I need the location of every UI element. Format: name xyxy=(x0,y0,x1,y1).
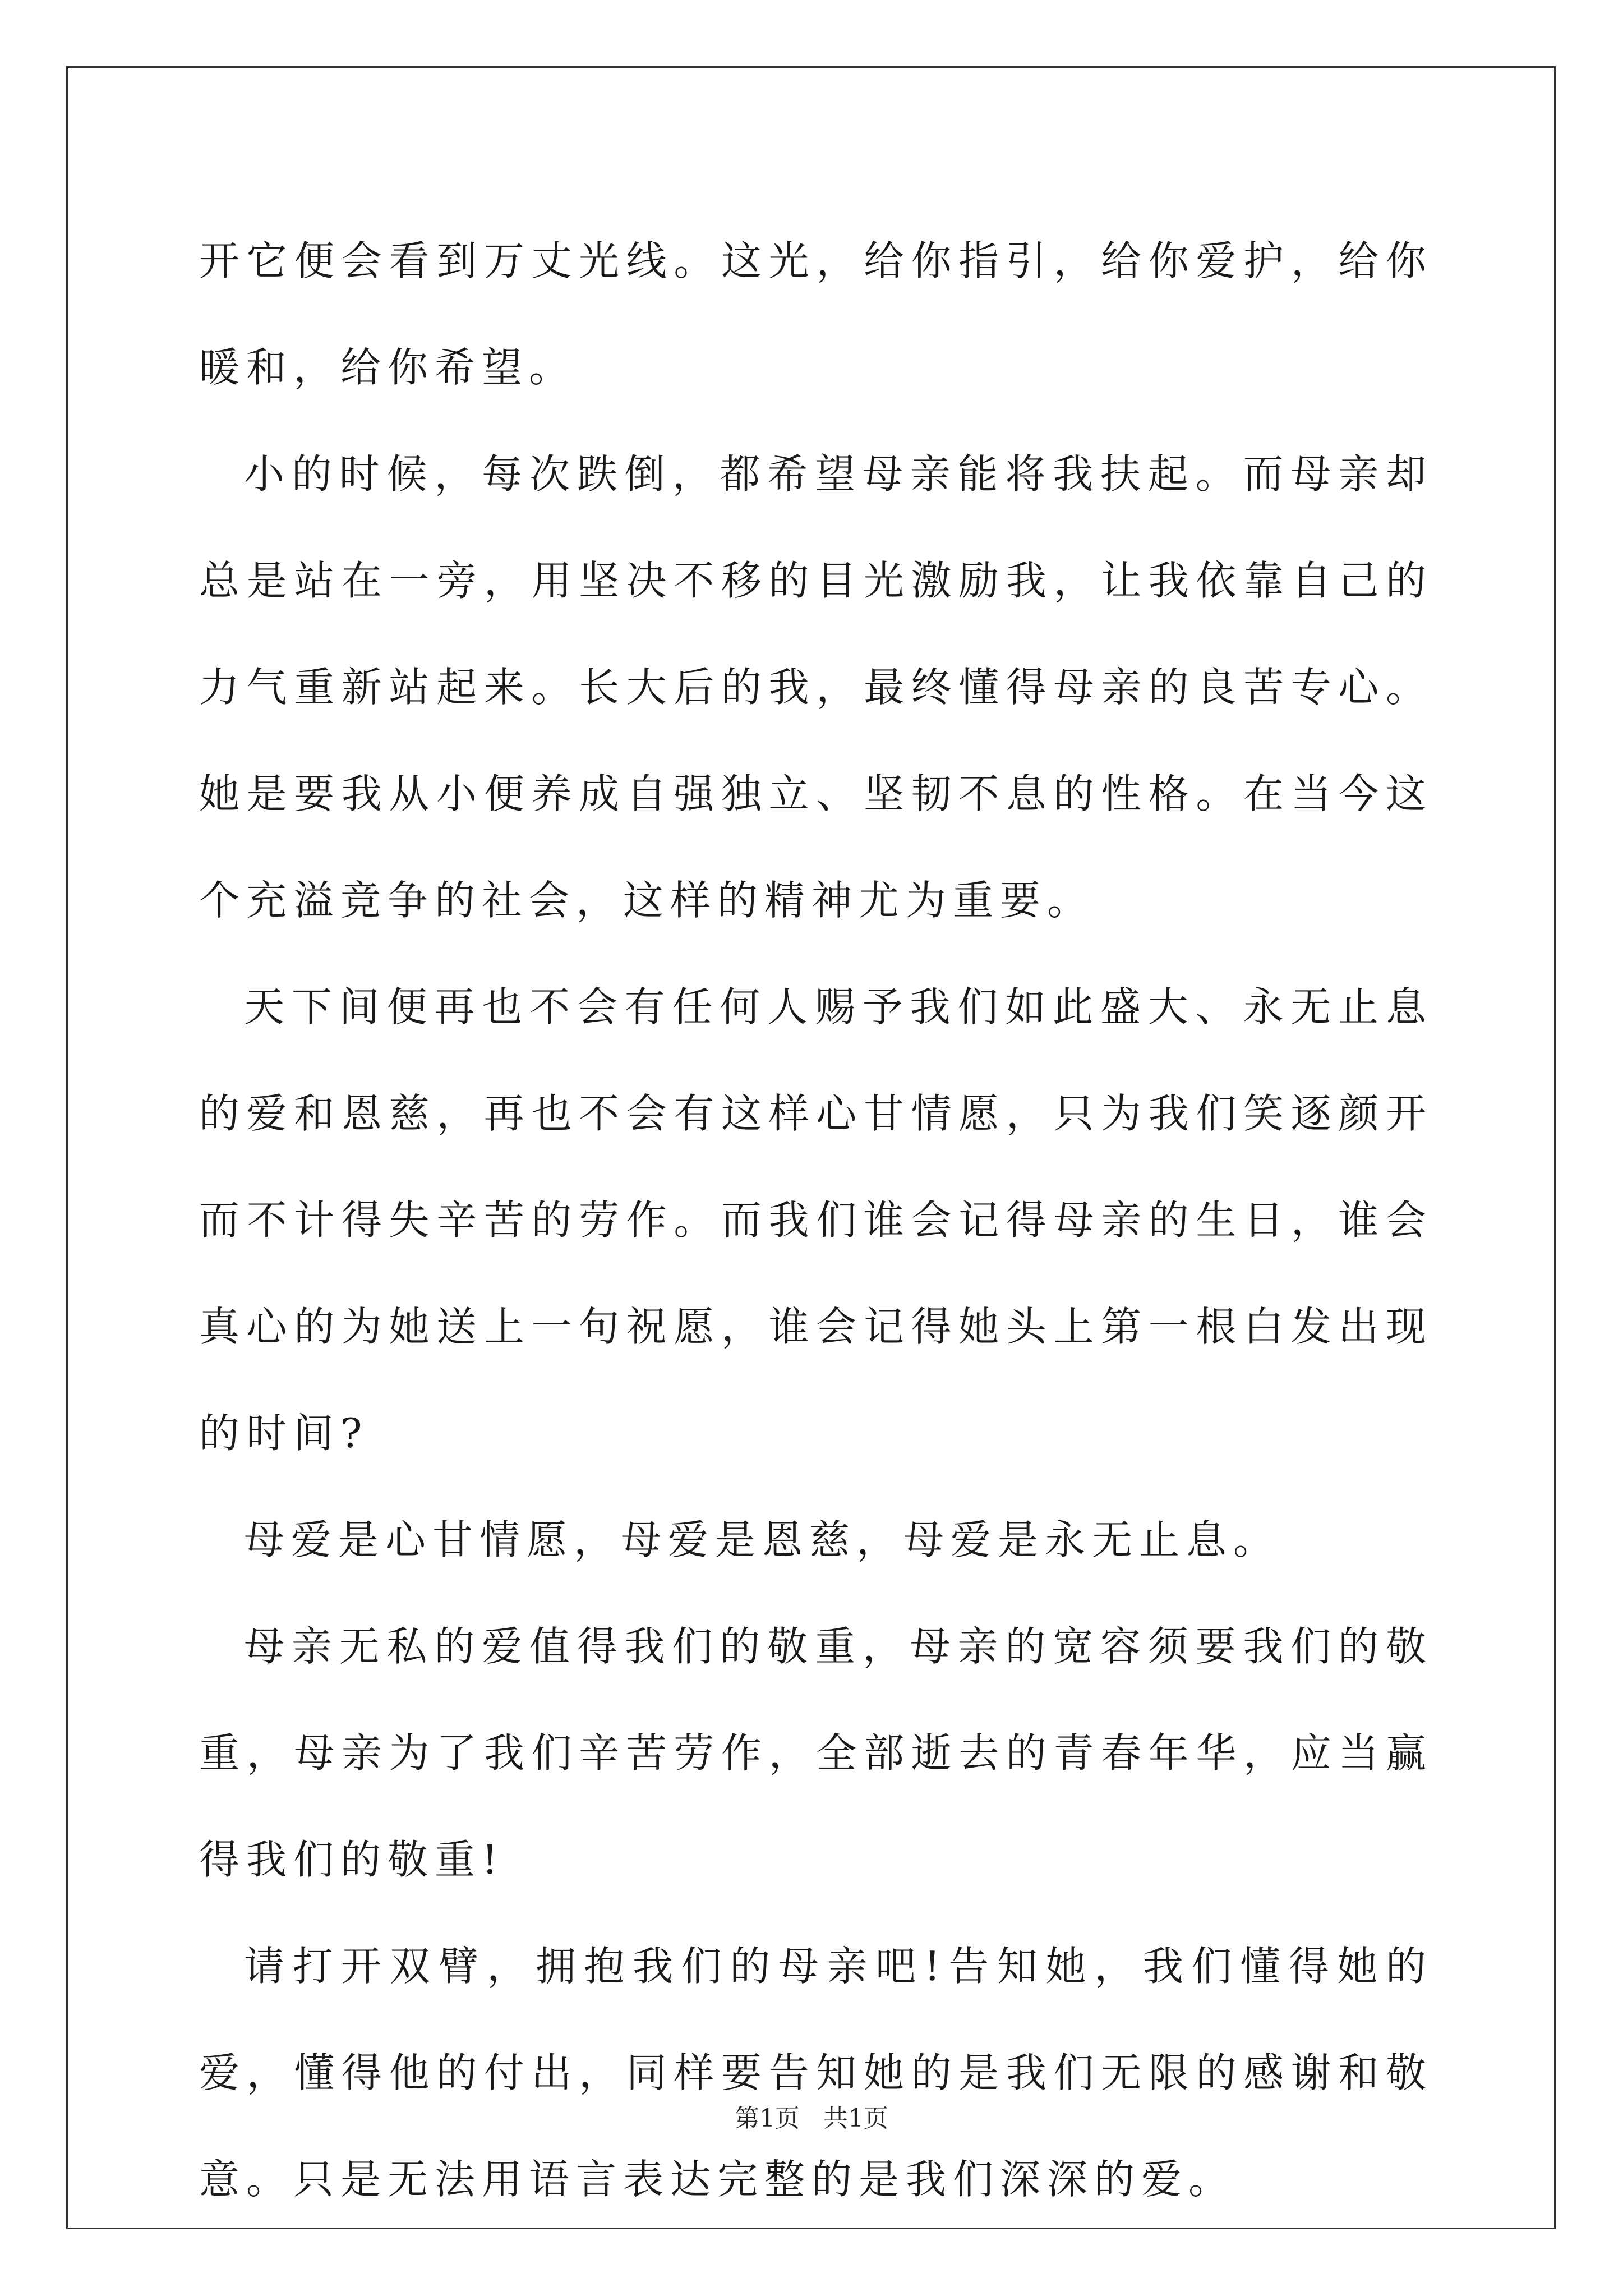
page-number-footer: 第1页 共1页 xyxy=(735,2104,888,2133)
paragraph: 天下间便再也不会有任何人赐予我们如此盛大、永无止息的爱和恩慈，再也不会有这样心甘情愿，只为我们笑逐颜开而不计得失辛苦的劳作。而我们谁会记得母亲的生日，谁会真心的为她送上一句祝愿，谁会记得她头上第一根白发出现的时间? xyxy=(199,983,1433,1457)
paragraph: 小的时候，每次跌倒，都希望母亲能将我扶起。而母亲却总是站在一旁，用坚决不移的目光激励我，让我依靠自己的力气重新站起来。长大后的我，最终懂得母亲的良苦专心。她是要我从小便养成自强独立、坚韧不息的性格。在当今这个充溢竞争的社会，这样的精神尤为重要。 xyxy=(199,450,1433,924)
paragraph: 母亲无私的爱值得我们的敬重，母亲的宽容须要我们的敬重，母亲为了我们辛苦劳作，全部逝去的青春年华，应当赢得我们的敬重! xyxy=(199,1623,1433,1883)
paragraph: 母爱是心甘情愿，母爱是恩慈，母爱是永无止息。 xyxy=(244,1516,1281,1563)
paragraph: 请打开双臂，拥抱我们的母亲吧!告知她，我们懂得她的爱，懂得他的付出，同样要告知她的是我们无限的感谢和敬意。只是无法用语言表达完整的是我们深深的爱。 xyxy=(199,1943,1433,2203)
paragraph-continuation: 开它便会看到万丈光线。这光，给你指引，给你爱护，给你暖和，给你希望。 xyxy=(199,237,1433,391)
document-body xyxy=(199,208,1433,2233)
